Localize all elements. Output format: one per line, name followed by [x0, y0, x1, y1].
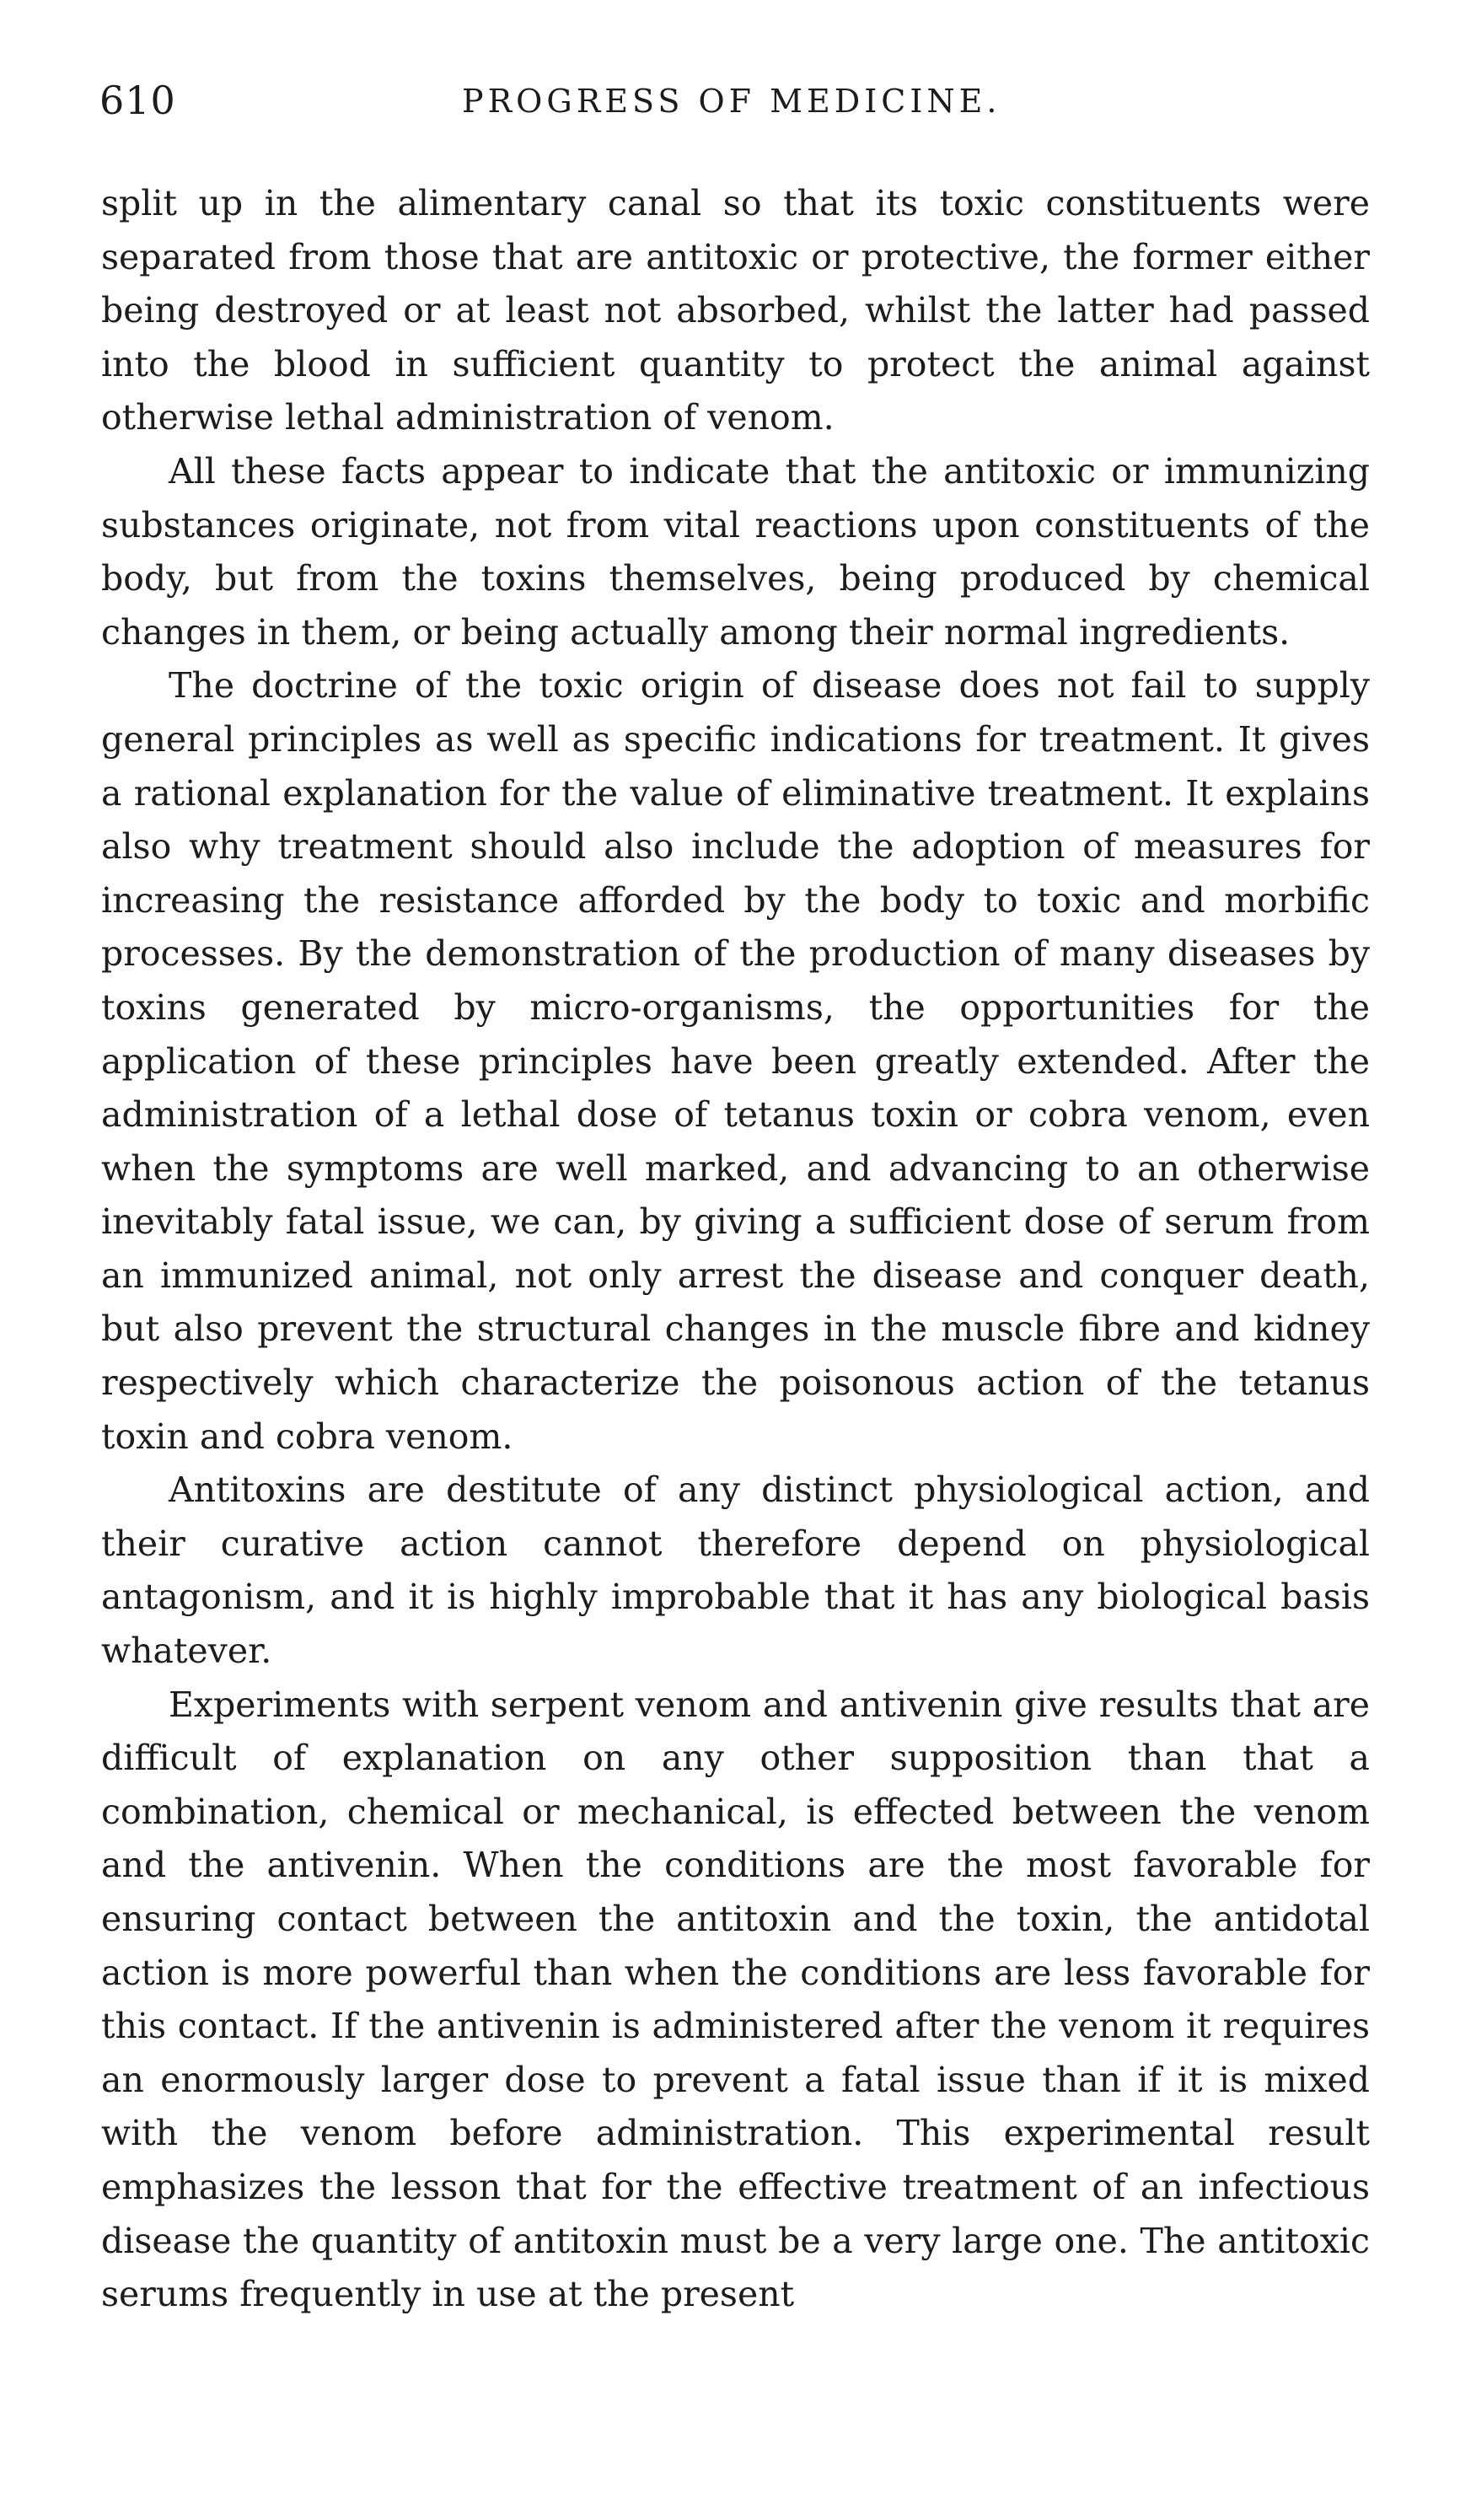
paragraph: All these facts appear to indicate that the antitoxic or immunizing substances originate, not from vital reactions upon constituents of the body, but from the toxins themselves, being produced by chemical changes in them, or being actually among their normal ingredients. — [101, 450, 1370, 653]
body-text — [101, 177, 1370, 2322]
paragraph: Experiments with serpent venom and antivenin give results that are difficult of explanation on any other supposition than that a combination, chemical or mechanical, is effected between the venom and the antivenin. When the conditions are the most favorable for ensuring contact between the antitoxin and the toxin, the antidotal action is more powerful than when the conditions are less favorable for this contact. If the antivenin is administered after the venom it requires an enormously larger dose to prevent a fatal issue than if it is mixed with the venom before administration. This experimental result emphasizes the lesson that for the effective treatment of an infectious disease the quantity of antitoxin must be a very large one. The antitoxic serums frequently in use at the present — [101, 1684, 1370, 2315]
paragraph-continued: split up in the alimentary canal so that its toxic constituents were separated from those that are antitoxic or protective, the former either being destroyed or at least not absorbed, whilst the latter had passed into the blood in sufficient quantity to protect the animal against otherwise lethal administration of venom. — [101, 183, 1370, 438]
running-head — [99, 78, 1372, 128]
paragraph: Antitoxins are destitute of any distinct physiological action, and their curative action cannot therefore depend on physiological antagonism, and it is highly improbable that it has any biological basis whatever. — [101, 1470, 1370, 1672]
page-number: 610 — [99, 78, 176, 123]
running-title: PROGRESS OF MEDICINE. — [462, 83, 1001, 120]
paragraph: The doctrine of the toxic origin of disease does not fail to supply general principles as well as specific indications for treatment. It gives a rational explanation for the value of eliminative treatment. It explains also why treatment should also include the adoption of measures for increasing the resistance afforded by the body to toxic and morbific processes. By the demonstration of the production of many diseases by toxins generated by micro-organisms, the opportunities for the application of these principles have been greatly extended. After the administration of a lethal dose of tetanus toxin or cobra venom, even when the symptoms are well marked, and advancing to an otherwise inevitably fatal issue, we can, by giving a sufficient dose of serum from an immunized animal, not only arrest the disease and conquer death, but also prevent the structural changes in the muscle fibre and kidney respectively which characterize the poisonous action of the tetanus toxin and cobra venom. — [101, 665, 1370, 1457]
